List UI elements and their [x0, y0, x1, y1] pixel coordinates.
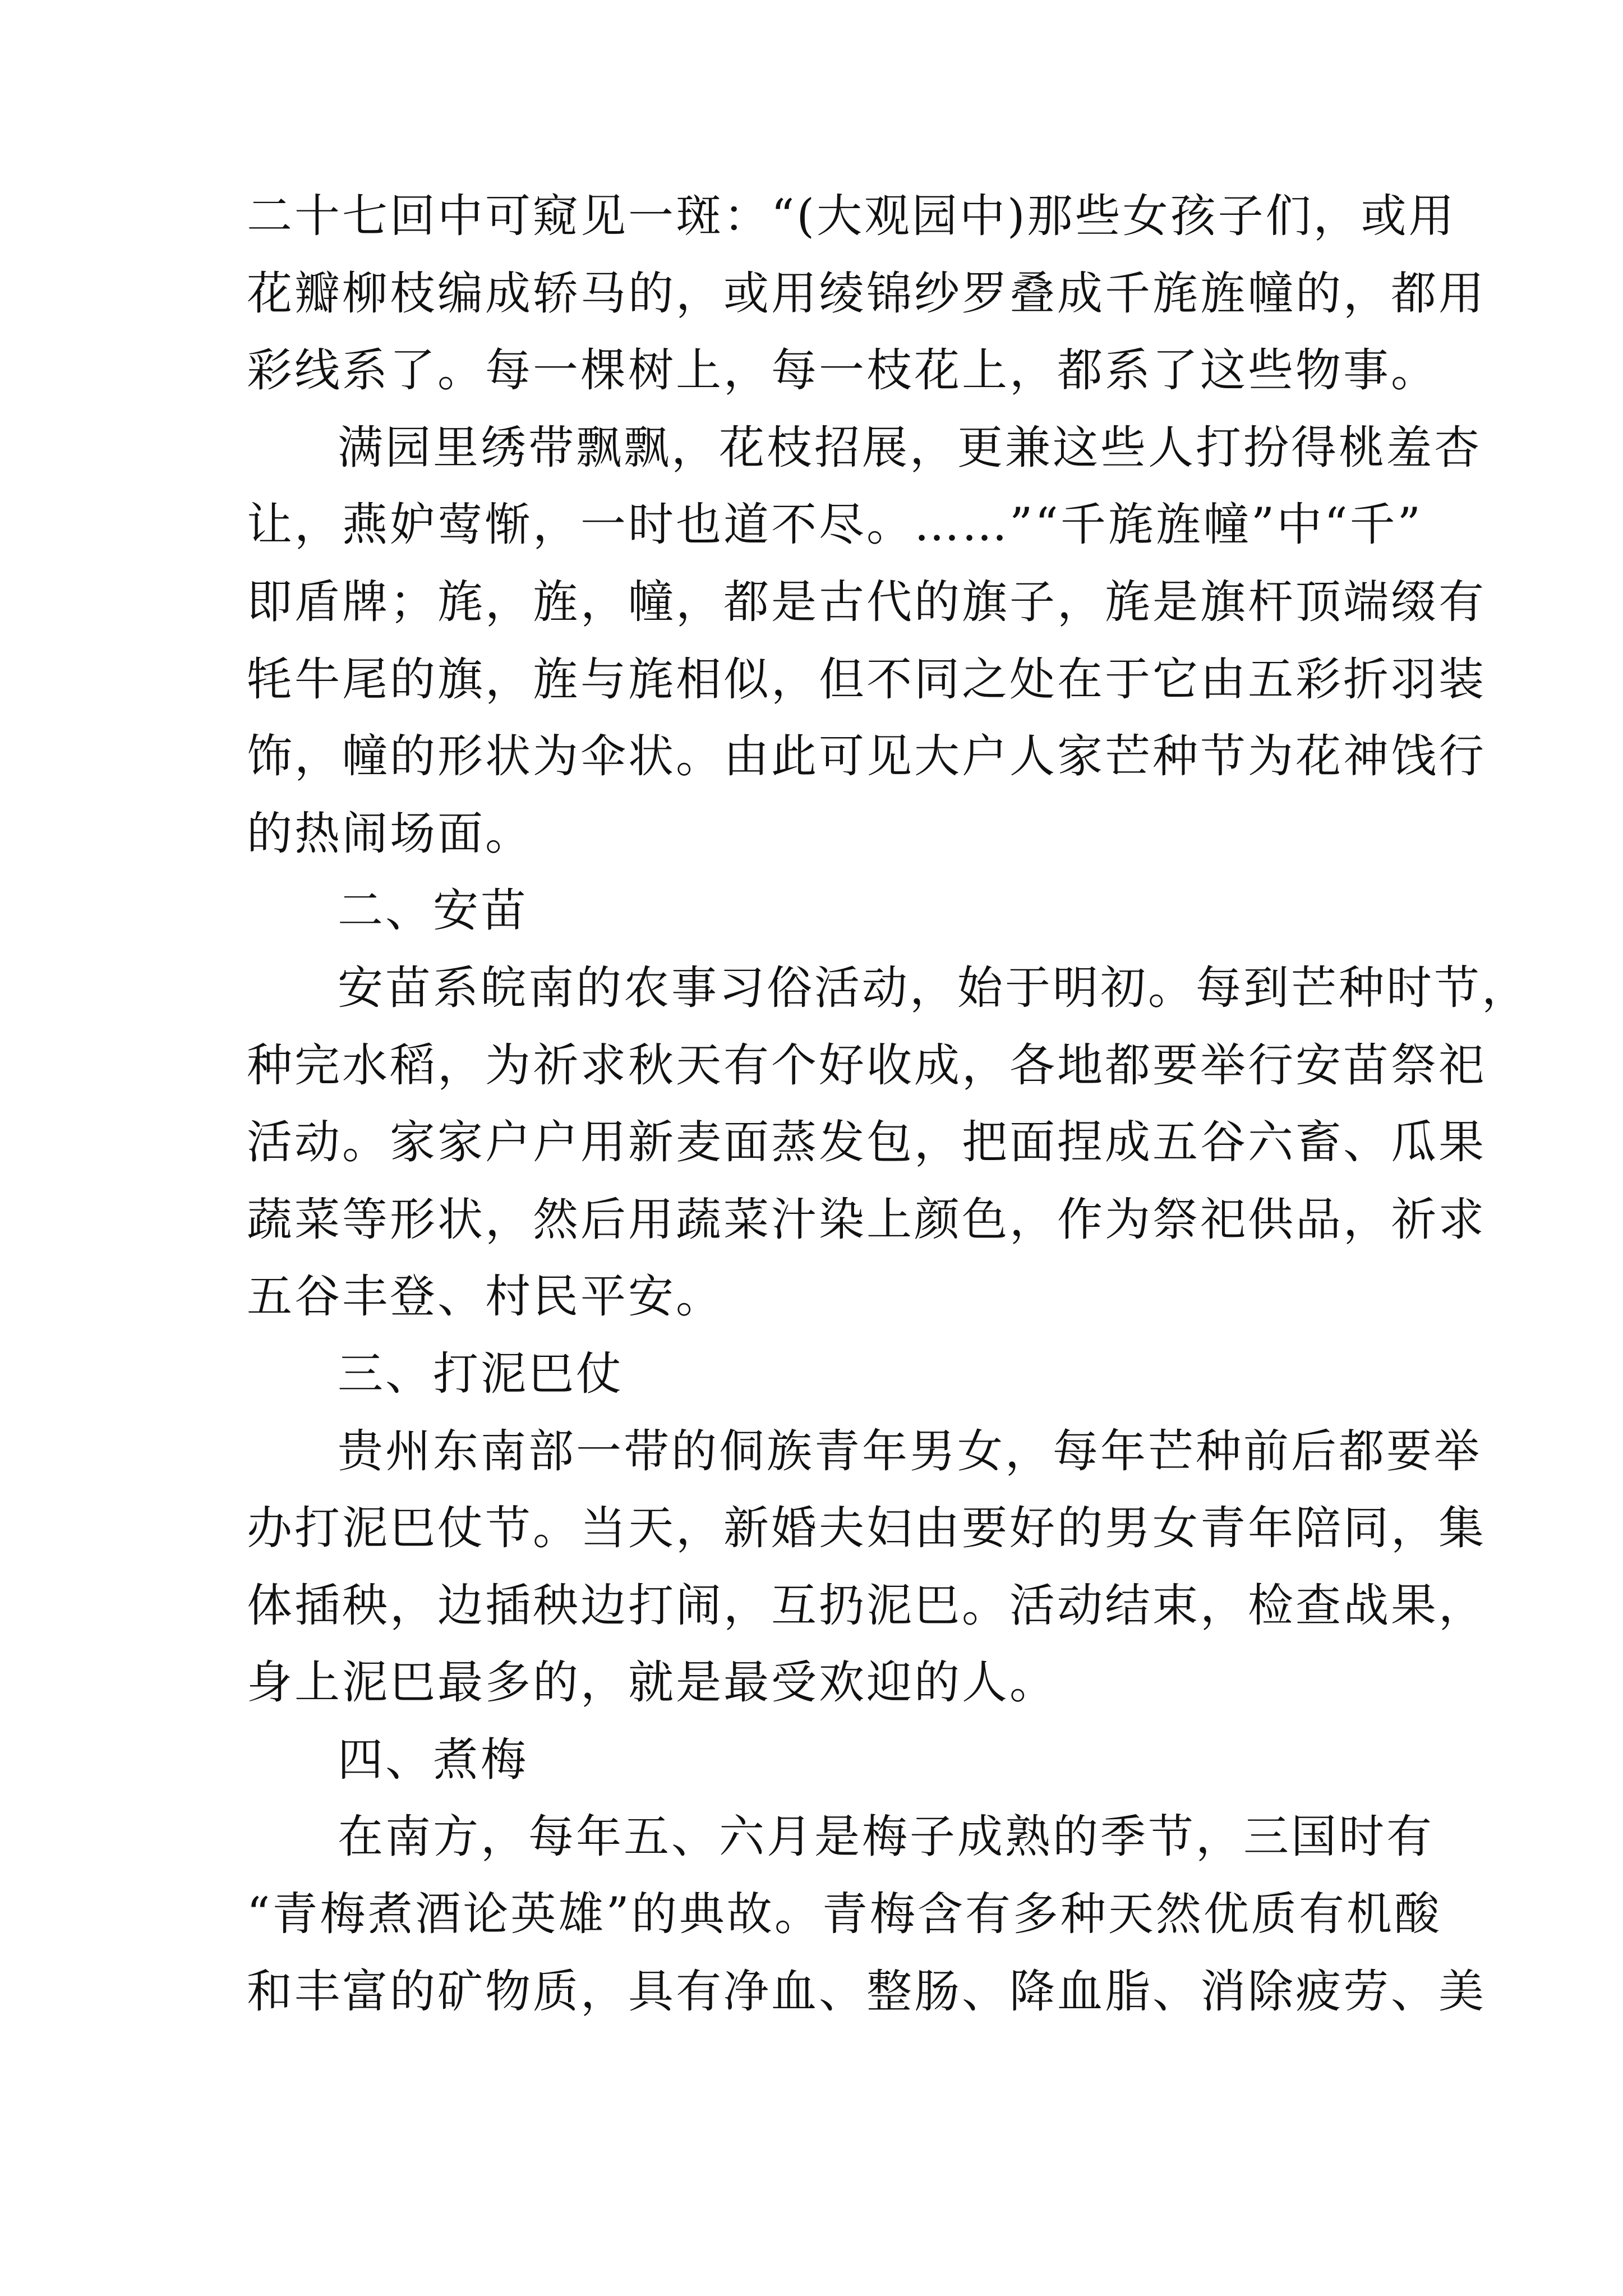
text-line: 让，燕妒莺惭，一时也道不尽。……”“千旄旌幢”中“千” [247, 499, 1423, 552]
text-line: 贵州东南部一带的侗族青年男女，每年芒种前后都要举 [338, 1425, 1482, 1478]
text-line: 二、安苗 [338, 885, 529, 938]
text-line: 饰，幢的形状为伞状。由此可见大户人家芒种节为花神饯行 [247, 730, 1487, 784]
text-line: 种完水稻，为祈求秋天有个好收成，各地都要举行安苗祭祀 [247, 1039, 1487, 1092]
text-line: 四、煮梅 [338, 1733, 529, 1787]
text-line: 牦牛尾的旗，旌与旄相似，但不同之处在于它由五彩折羽装 [247, 653, 1487, 706]
text-line: 活动。家家户户用新麦面蒸发包，把面捏成五谷六畜、瓜果 [247, 1116, 1487, 1170]
text-line: 蔬菜等形状，然后用蔬菜汁染上颜色，作为祭祀供品，祈求 [247, 1193, 1487, 1246]
text-line: 的热闹场面。 [247, 807, 533, 861]
text-line: 身上泥巴最多的，就是最受欢迎的人。 [247, 1657, 1058, 1710]
text-line: 和丰富的矿物质，具有净血、整肠、降血脂、消除疲劳、美 [247, 1965, 1487, 2018]
text-line: 办打泥巴仗节。当天，新婚夫妇由要好的男女青年陪同，集 [247, 1502, 1487, 1556]
text-line: 满园里绣带飘飘，花枝招展，更兼这些人打扮得桃羞杏 [338, 421, 1482, 475]
text-line: 花瓣柳枝编成轿马的，或用绫锦纱罗叠成千旄旌幢的，都用 [247, 267, 1487, 320]
text-line: 三、打泥巴仗 [338, 1347, 624, 1401]
text-line: 在南方，每年五、六月是梅子成熟的季节，三国时有 [338, 1811, 1435, 1864]
text-line: 彩线系了。每一棵树上，每一枝花上，都系了这些物事。 [247, 344, 1439, 398]
text-line: 五谷丰登、村民平安。 [247, 1271, 724, 1324]
body-text [247, 178, 1530, 2031]
text-line: 安苗系皖南的农事习俗活动，始于明初。每到芒种时节， [338, 961, 1530, 1015]
text-line: “青梅煮酒论英雄”的典故。青梅含有多种天然优质有机酸 [247, 1888, 1442, 1941]
text-line: 体插秧，边插秧边打闹，互扔泥巴。活动结束，检查战果， [247, 1579, 1487, 1632]
text-line: 即盾牌；旄，旌，幢，都是古代的旗子，旄是旗杆顶端缀有 [247, 576, 1487, 629]
text-line: 二十七回中可窥见一斑：“(大观园中)那些女孩子们，或用 [247, 190, 1456, 243]
